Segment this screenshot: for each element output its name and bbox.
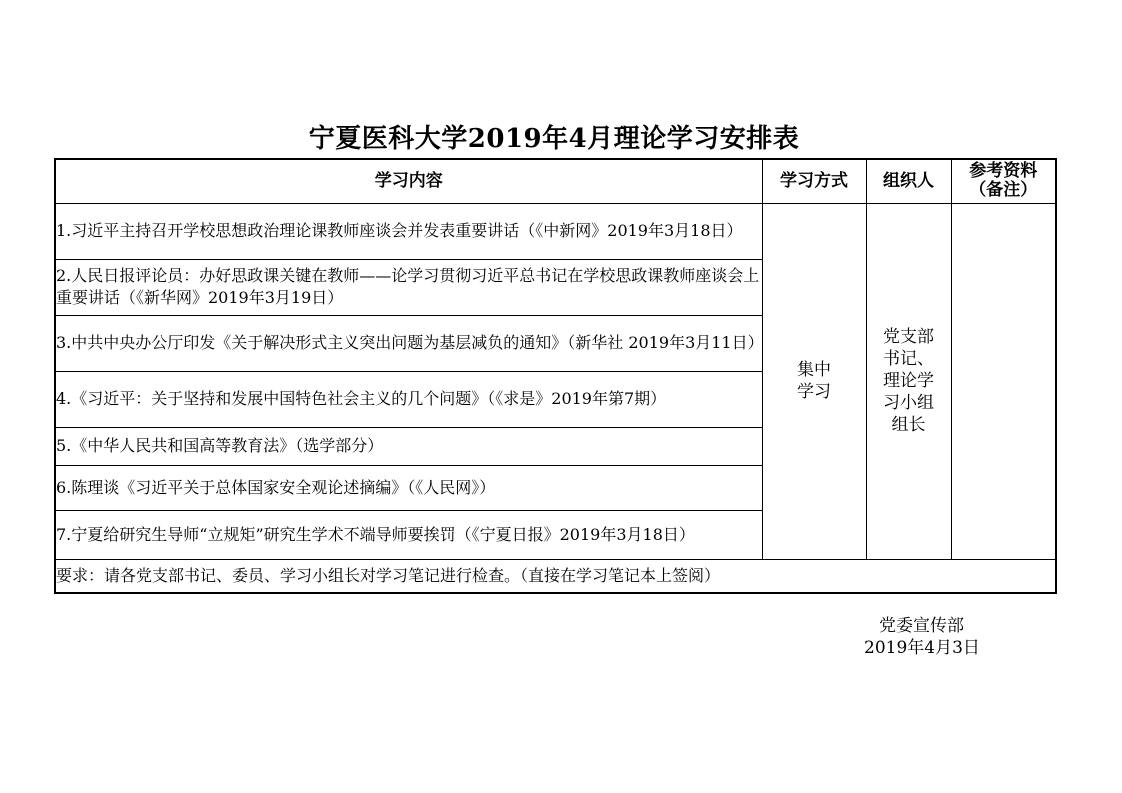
header-organizer: 组织人 [866,159,951,203]
header-reference [951,159,1056,203]
study-schedule-table [54,158,1057,594]
header-reference-label: 参考资料（备注） [969,161,1038,201]
study-item-2: 2.人民日报评论员：办好思政课关键在教师——论学习贯彻习近平总书记在学校思政课教师座谈会上重要讲话（《新华网》2019年3月19日） [55,259,762,315]
study-item-7: 7.宁夏给研究生导师“立规矩”研究生学术不端导师要挨罚（《宁夏日报》2019年3月18日） [55,510,762,559]
study-item-4: 4.《习近平：关于坚持和发展中国特色社会主义的几个问题》（《求是》2019年第7期） [55,371,762,427]
study-item-1: 1.习近平主持召开学校思想政治理论课教师座谈会并发表重要讲话（《中新网》2019年3月18日） [55,203,762,259]
study-method-cell [762,203,866,559]
requirement-text: 要求：请各党支部书记、委员、学习小组长对学习笔记进行检查。（直接在学习笔记本上签阅） [55,559,1056,593]
table-row [55,203,1056,259]
study-item-5: 5.《中华人民共和国高等教育法》（选学部分） [55,427,762,465]
study-item-6: 6.陈理谈《习近平关于总体国家安全观论述摘编》（《人民网》） [55,465,762,510]
reference-cell [951,203,1056,559]
header-content: 学习内容 [55,159,762,203]
table-header-row [55,159,1056,203]
issue-date: 2019年4月3日 [864,638,980,658]
study-item-3: 3.中共中央办公厅印发《关于解决形式主义突出问题为基层减负的通知》（新华社 2019年3月11日） [55,315,762,371]
organizer-cell [866,203,951,559]
organizer: 党支部书记、理论学习小组组长 [883,327,934,435]
header-method: 学习方式 [762,159,866,203]
requirement-row [55,559,1056,593]
document-title: 宁夏医科大学2019年4月理论学习安排表 [308,124,800,154]
issuing-department: 党委宣传部 [879,616,964,636]
study-method: 集中学习 [797,360,831,402]
